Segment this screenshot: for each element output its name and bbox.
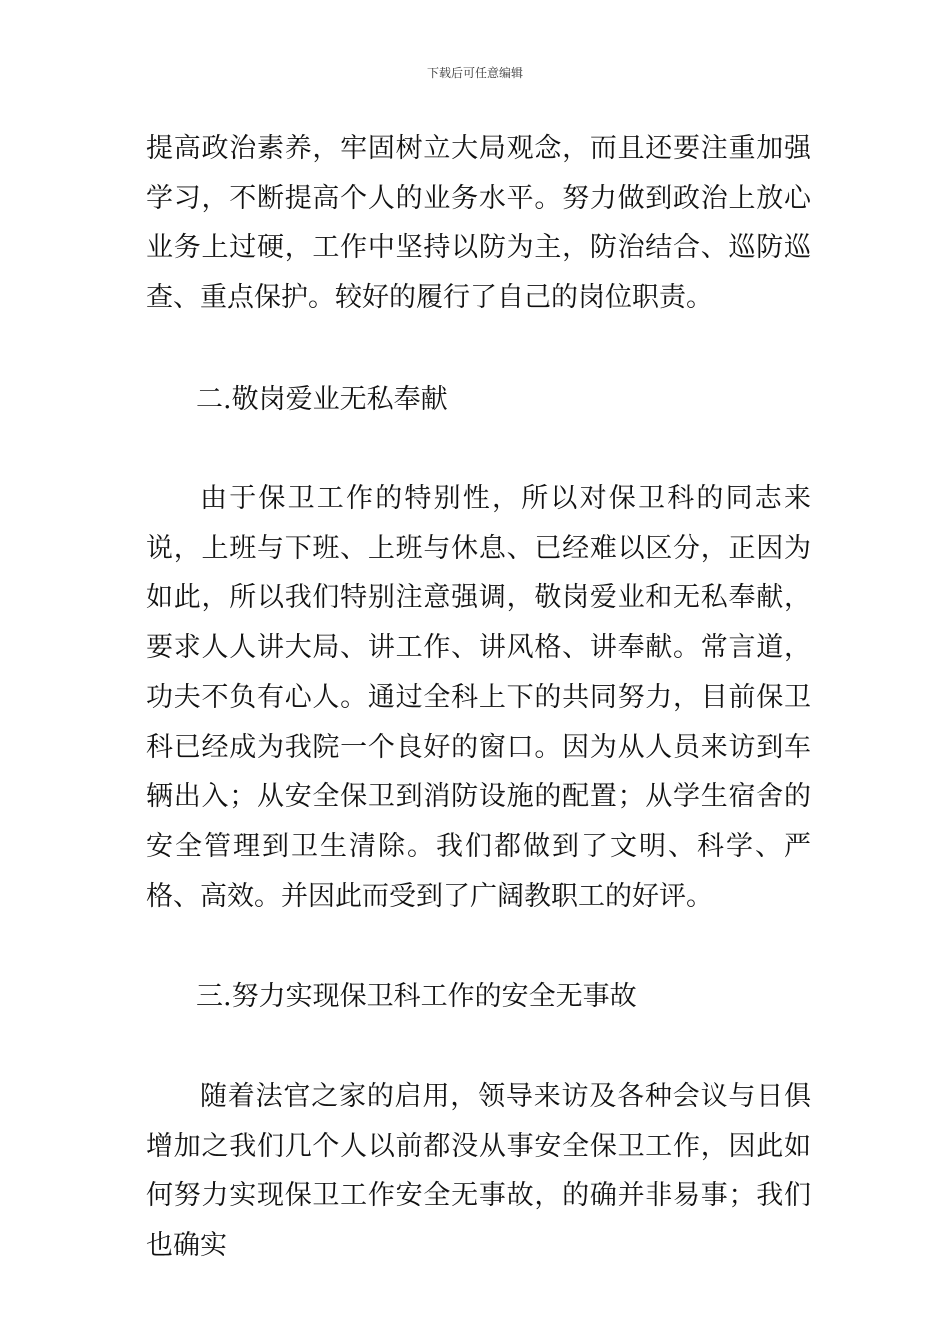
body-paragraph-1: 提高政治素养，牢固树立大局观念，而且还要注重加强学习，不断提高个人的业务水平。努力做到政治上放心业务上过硬，工作中坚持以防为主，防治结合、巡防巡查、重点保护。较好的履行了自己的岗位职责。 — [146, 133, 811, 314]
page-header-note: 下载后可任意编辑 — [426, 66, 523, 80]
section-heading-3: 三.努力实现保卫科工作的安全无事故 — [196, 981, 637, 1012]
body-paragraph-2: 由于保卫工作的特别性，所以对保卫科的同志来说，上班与下班、上班与休息、已经难以区分，正因为如此，所以我们特别注意强调，敬岗爱业和无私奉献，要求人人讲大局、讲工作、讲风格、讲奉献。常言道，功夫不负有心人。通过全科上下的共同努力，目前保卫科已经成为我院一个良好的窗口。因为从人员来访到车辆出入；从安全保卫到消防设施的配置；从学生宿舍的安全管理到卫生清除。我们都做到了文明、科学、严格、高效。并因此而受到了广阔教职工的好评。 — [146, 483, 811, 912]
body-paragraph-3: 随着法官之家的启用，领导来访及各种会议与日俱增加之我们几个人以前都没从事安全保卫工作，因此如何努力实现保卫工作安全无事故，的确并非易事；我们也确实 — [146, 1081, 811, 1262]
section-heading-2: 二.敬岗爱业无私奉献 — [196, 384, 448, 415]
